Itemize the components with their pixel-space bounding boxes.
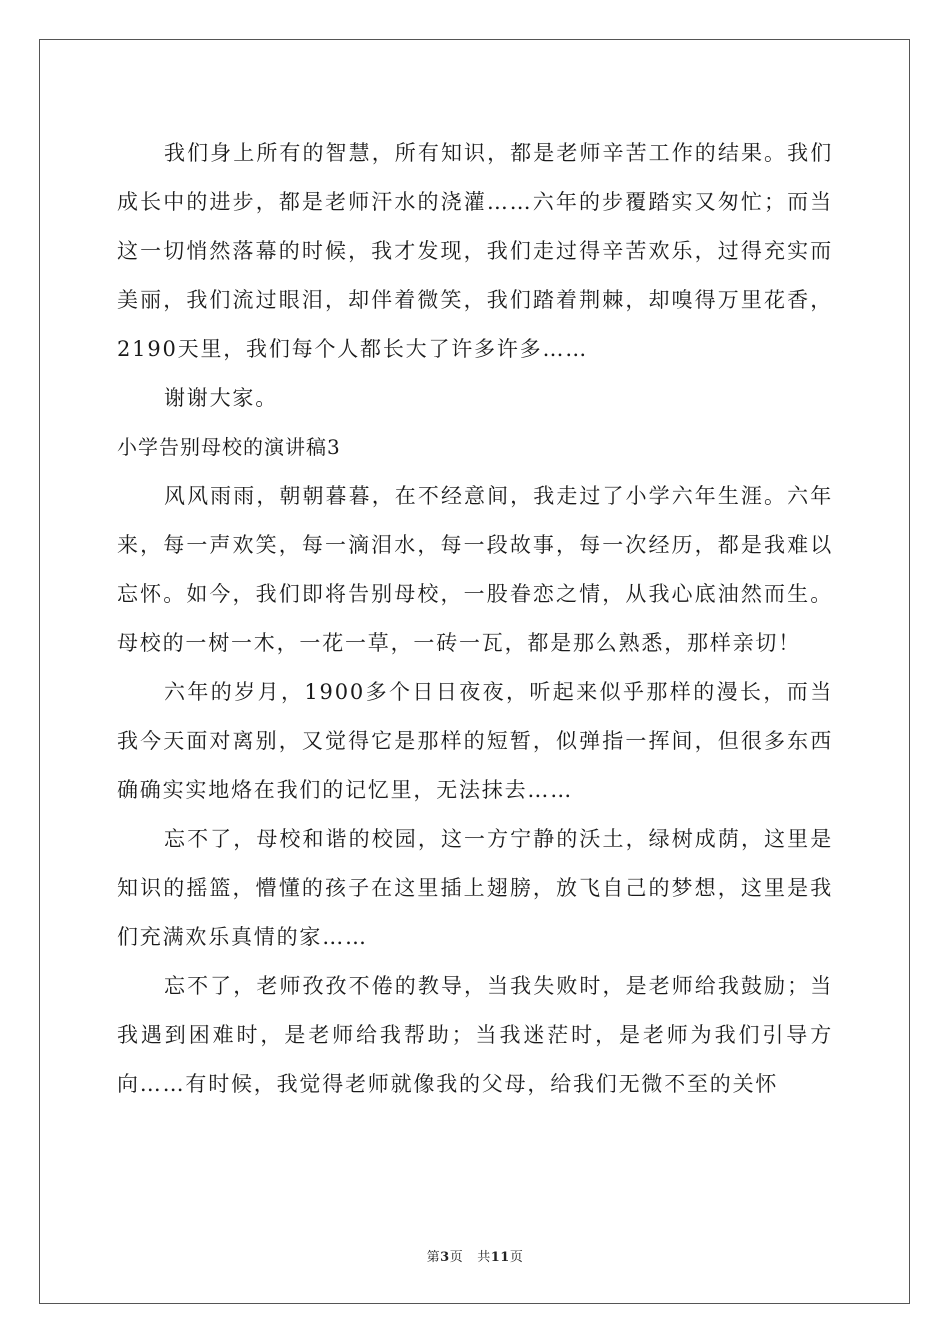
- page-prefix: 第: [426, 1250, 441, 1265]
- page-current: 3: [440, 1250, 450, 1265]
- paragraph-3: 六年的岁月，1900多个日日夜夜，听起来似乎那样的漫长，而当我今天面对离别，又觉得它是那样的短暂，似弹指一挥间，但很多东西确确实实地烙在我们的记忆里，无法抹去……: [117, 680, 833, 802]
- paragraph-thanks: 谢谢大家。: [164, 386, 278, 410]
- paragraph-2: 风风雨雨，朝朝暮暮，在不经意间，我走过了小学六年生涯。六年来，每一声欢笑，每一滴泪水，每一段故事，每一次经历，都是我难以忘怀。如今，我们即将告别母校，一股眷恋之情，从我心底油然而生。母校的一树一木，一花一草，一砖一瓦，都是那么熟悉，那样亲切！: [117, 484, 833, 655]
- total-prefix: 共: [477, 1250, 491, 1265]
- page-footer: [0, 1246, 950, 1265]
- total-suffix: 页: [509, 1250, 524, 1265]
- page-total: 11: [490, 1250, 510, 1265]
- document-body: [117, 129, 833, 1109]
- page-suffix: 页: [449, 1250, 464, 1265]
- paragraph-5: 忘不了，老师孜孜不倦的教导，当我失败时，是老师给我鼓励；当我遇到困难时，是老师给我帮助；当我迷茫时，是老师为我们引导方向……有时候，我觉得老师就像我的父母，给我们无微不至的关怀: [117, 974, 833, 1096]
- section-heading: 小学告别母校的演讲稿3: [117, 435, 341, 459]
- paragraph-4: 忘不了，母校和谐的校园，这一方宁静的沃土，绿树成荫，这里是知识的摇篮，懵懂的孩子在这里插上翅膀，放飞自己的梦想，这里是我们充满欢乐真情的家……: [117, 827, 833, 949]
- paragraph-1: 我们身上所有的智慧，所有知识，都是老师辛苦工作的结果。我们成长中的进步，都是老师汗水的浇灌……六年的步覆踏实又匆忙；而当这一切悄然落幕的时候，我才发现，我们走过得辛苦欢乐，过得充实而美丽，我们流过眼泪，却伴着微笑，我们踏着荆棘，却嗅得万里花香，2190天里，我们每个人都长大了许多许多……: [117, 141, 833, 361]
